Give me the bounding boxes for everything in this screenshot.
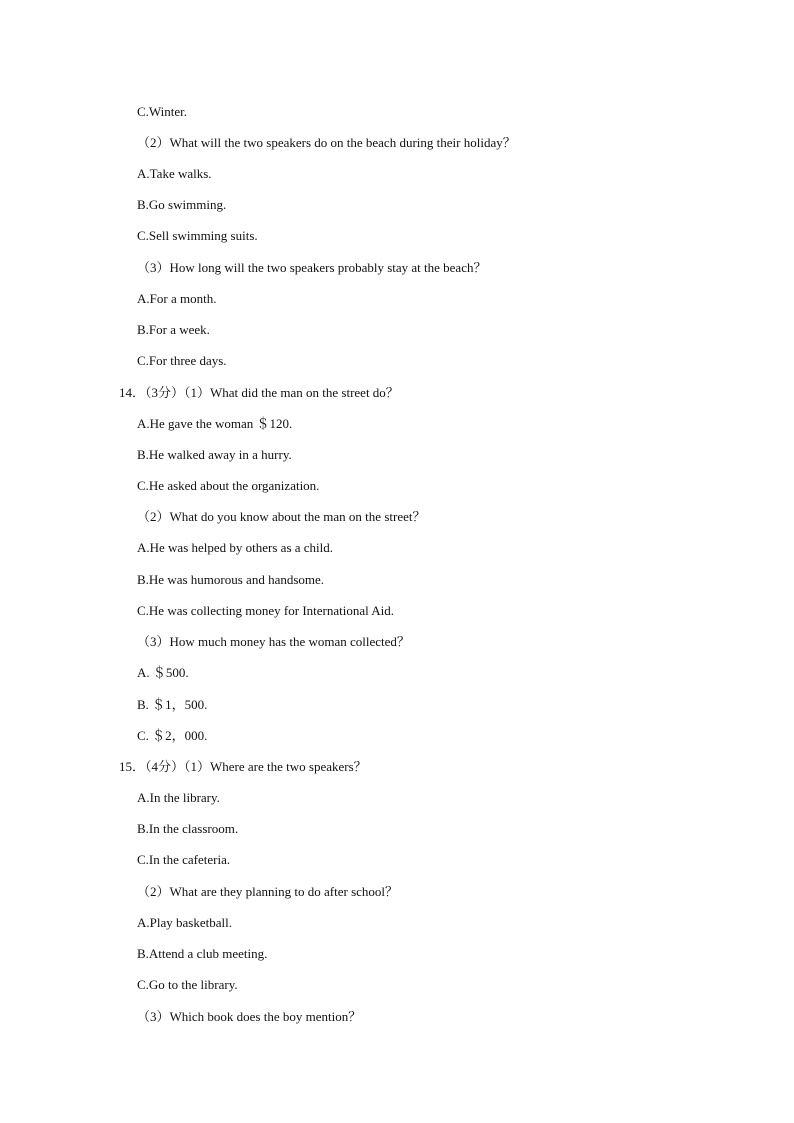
option-c: C.For three days. [137,353,227,368]
option-b: B.He was humorous and handsome. [137,572,325,587]
option-b: B. ＄1，500. [137,697,208,712]
option-c: C.He was collecting money for International Aid. [137,603,395,618]
option-a: A.He gave the woman ＄120. [137,416,293,431]
option-a: A.He was helped by others as a child. [137,540,334,555]
option-c: C.In the cafeteria. [137,852,231,867]
option-b: B.Attend a club meeting. [137,946,268,961]
sub-question-15-3: （3）Which book does the boy mention？ [137,1009,362,1024]
sub-question-14-3: （3）How much money has the woman collected？ [137,634,410,649]
option-b: B.Go swimming. [137,197,227,212]
option-c: C.He asked about the organization. [137,478,320,493]
option-b: B.For a week. [137,322,210,337]
question-14: 14．（3分）（1）What did the man on the street do？ [119,385,399,400]
option-a: A. ＄500. [137,665,189,680]
option-a: A.Play basketball. [137,915,232,930]
option-c: C.Go to the library. [137,977,238,992]
sub-question-14-2: （2）What do you know about the man on the street？ [137,509,426,524]
option-c: C.Sell swimming suits. [137,228,258,243]
option-a: A.Take walks. [137,166,212,181]
option-a: A.In the library. [137,790,220,805]
option-b: B.In the classroom. [137,821,239,836]
sub-question-13-3: （3）How long will the two speakers probably stay at the beach？ [137,260,487,275]
sub-question-13-2: （2）What will the two speakers do on the beach during their holiday？ [137,135,516,150]
sub-question-15-2: （2）What are they planning to do after school？ [137,884,399,899]
option-c-winter: C.Winter. [137,104,188,119]
question-15: 15．（4分）（1）Where are the two speakers？ [119,759,367,774]
option-c: C. ＄2，000. [137,728,208,743]
option-b: B.He walked away in a hurry. [137,447,292,462]
option-a: A.For a month. [137,291,217,306]
